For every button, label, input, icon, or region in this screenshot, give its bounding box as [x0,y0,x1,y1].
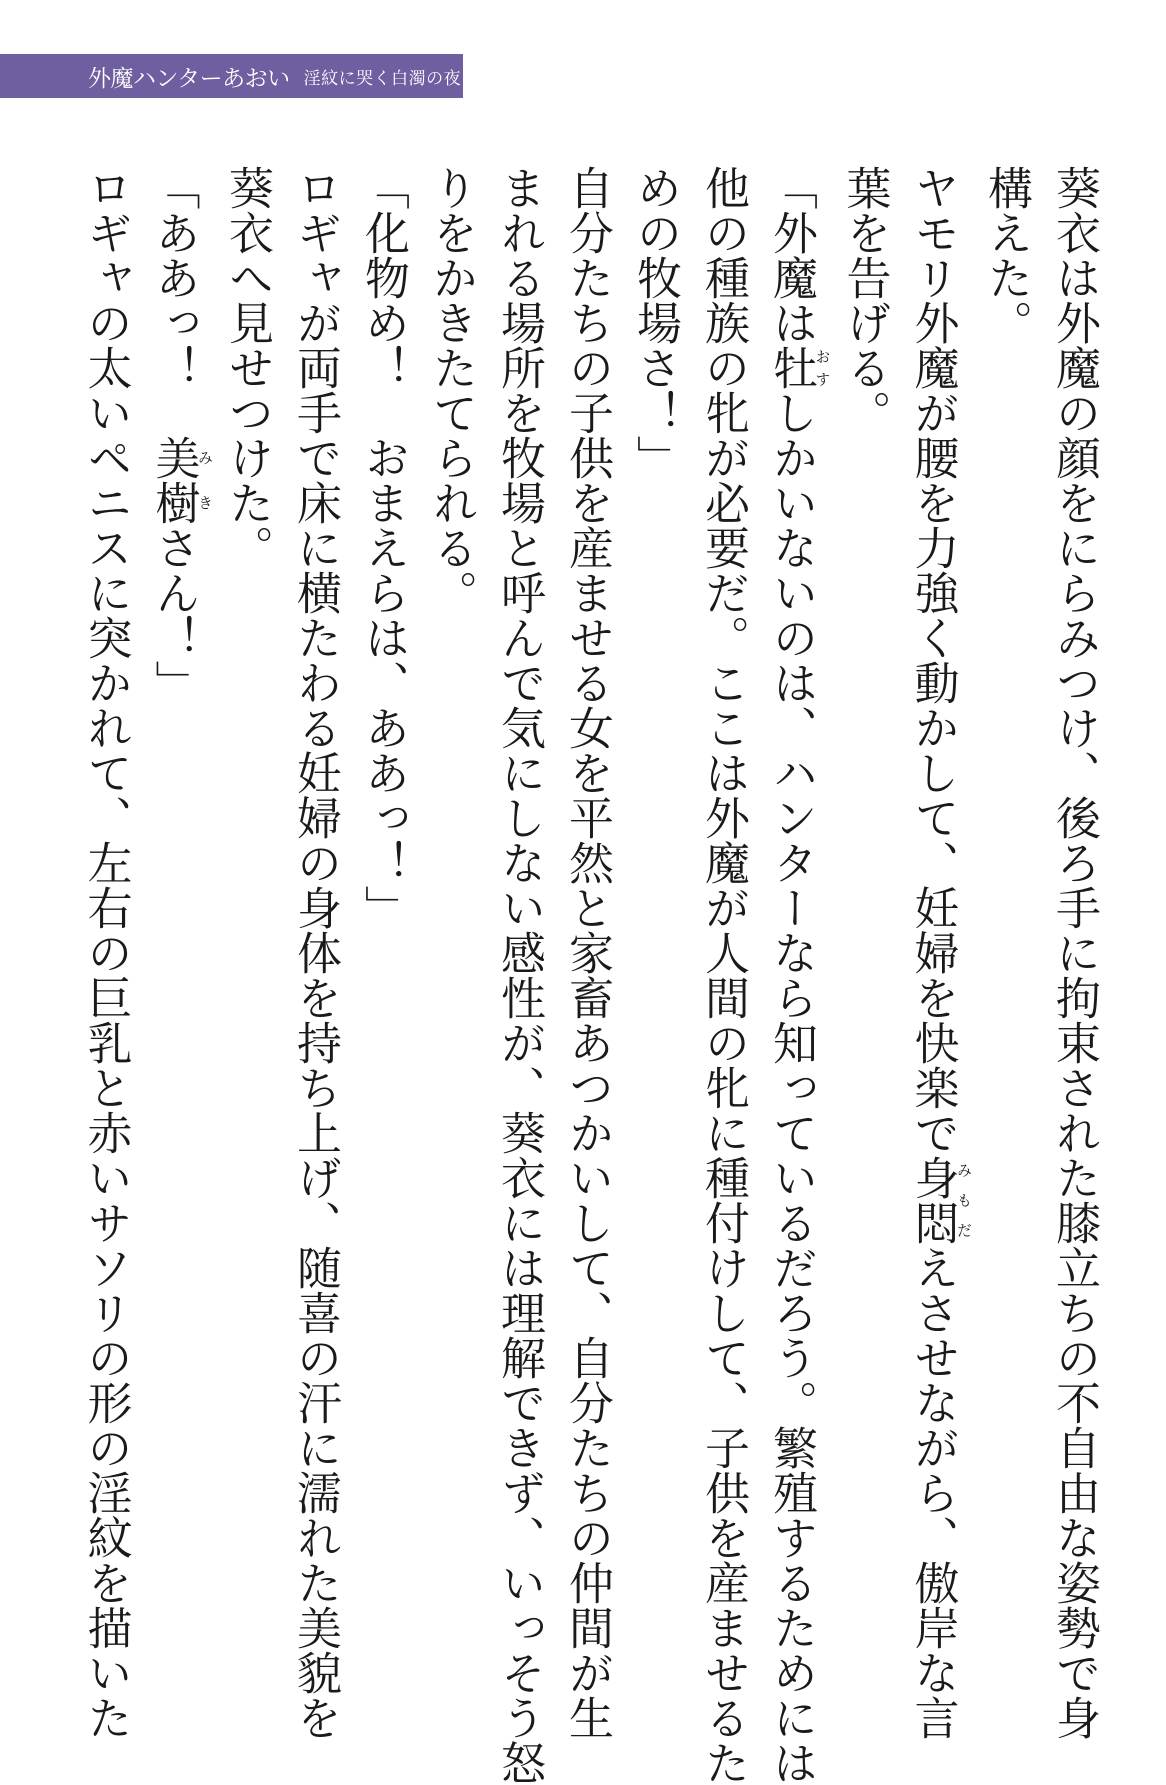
text-segment: 「ああっ！ [147,165,201,435]
text-segment: 「外魔は [765,165,818,345]
text-segment: りをかきたてられる。 [425,165,478,615]
text-segment: さん！」 [147,525,201,705]
text-line [72,165,140,1740]
ruby-reading: おす [813,345,832,390]
text-line [485,165,553,1785]
ruby-annotation [147,435,214,525]
body-text-vertical [72,165,1109,1785]
text-line [417,165,485,1605]
text-line [1040,165,1108,1740]
ruby-base: 牡 [765,345,818,390]
text-line [689,165,757,1785]
text-line [972,165,1040,1605]
ruby-base: 身悶 [906,1155,960,1245]
text-segment: ロギャが両手で床に横たわる妊婦の身体を持ち上げ、随喜の汗に濡れた美貌を [289,165,342,1740]
text-line [831,165,899,1605]
text-segment: えさせながら、傲岸な言 [906,1245,960,1740]
text-line [281,165,349,1740]
text-line [757,165,832,1785]
text-line [213,165,281,1605]
text-segment: 構えた。 [980,165,1033,345]
text-segment: めの牧場さ！」 [629,165,682,480]
ruby-annotation [906,1155,973,1245]
text-segment: 葵衣は外魔の顔をにらみつけ、後ろ手に拘束された膝立ちの不自由な姿勢で身 [1048,165,1101,1740]
text-segment: しかいないのは、ハンターなら知っているだろう。繁殖するためには [765,390,818,1785]
running-header-title: 外魔ハンターあおい [88,65,290,92]
ruby-annotation [765,345,832,390]
ruby-base: 美樹 [147,435,201,525]
text-segment: 葉を告げる。 [838,165,892,435]
text-line [140,165,214,1605]
running-header-subtitle: 淫紋に哭く白濁の夜 [303,68,462,89]
running-header-banner [0,54,463,98]
text-line [553,165,621,1740]
text-line [349,165,417,1605]
text-segment: ロギャの太いペニスに突かれて、左右の巨乳と赤いサソリの形の淫紋を描いた [79,165,133,1740]
text-segment: ヤモリ外魔が腰を力強く動かして、妊婦を快楽で [906,165,960,1155]
ruby-reading: みもだ [955,1155,973,1245]
text-segment: 自分たちの子供を産ませる女を平然と家畜あつかいして、自分たちの仲間が生 [561,165,614,1740]
ruby-reading: みき [196,435,214,525]
text-segment: 他の種族の牝が必要だ。ここは外魔が人間の牝に種付けして、子供を産ませるた [697,165,750,1785]
text-segment: まれる場所を牧場と呼んで気にしない感性が、葵衣には理解できず、いっそう怒 [493,165,546,1785]
text-segment: 「化物め！ おまえらは、ああっ！」 [357,165,410,930]
text-line [899,165,973,1740]
text-line [621,165,689,1605]
text-segment: 葵衣へ見せつけた。 [221,165,274,570]
